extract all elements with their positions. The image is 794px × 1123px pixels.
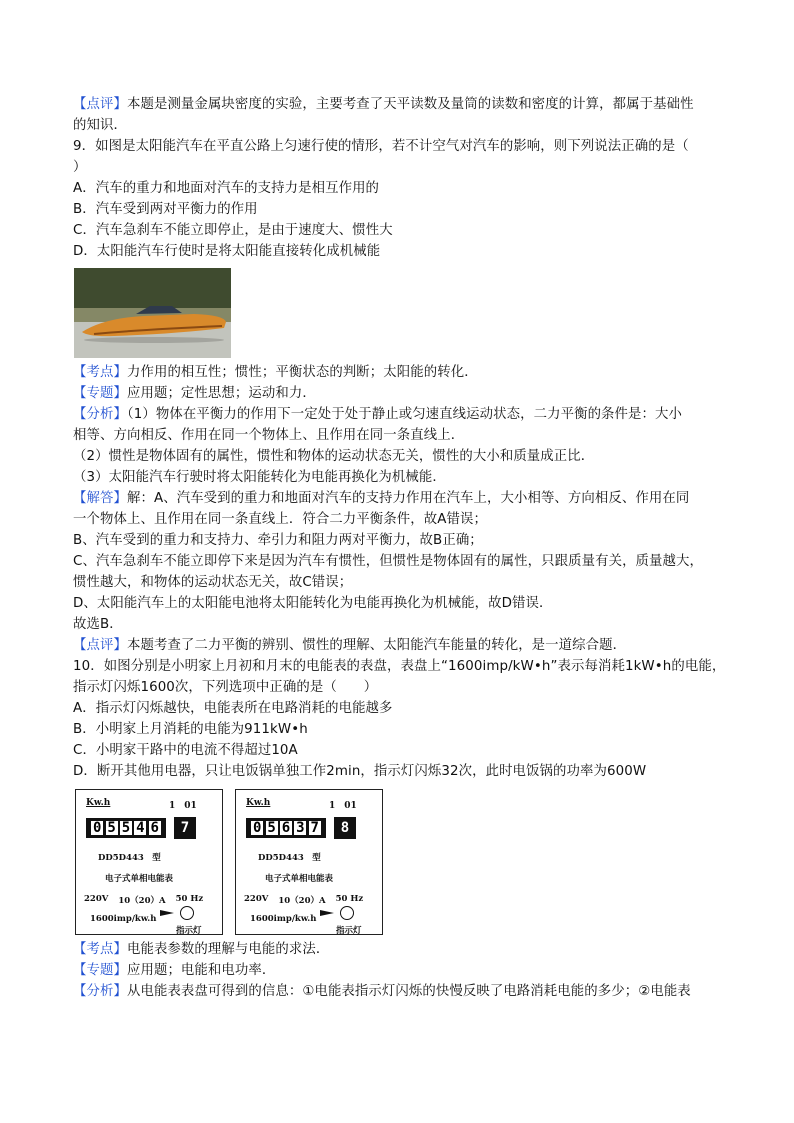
line-text: 应用题；定性思想；运动和力． [126,386,316,401]
text-line [73,635,723,656]
text-line [73,740,723,761]
line-text: D．太阳能汽车行使时是将太阳能直接转化成机械能 [73,244,381,259]
text-line [73,677,723,698]
analysis-10-block [73,939,723,1002]
digit: 3 [296,820,305,836]
text-line [73,94,723,115]
line-text: B、汽车受到的重力和支持力、牵引力和阻力两对平衡力，故B正确； [73,533,483,548]
section-tag: 【点评】 [73,97,127,112]
meter-start-of-month [75,789,223,935]
meter-spec [244,894,363,906]
meter-unit: Kw.h [86,798,111,808]
text-line [73,656,726,677]
text-line [73,939,723,960]
line-text: 电能表参数的理解与电能的求法． [126,942,330,957]
text-line [73,362,723,383]
meter-name: 电子式单相电能表 [265,874,334,884]
section-tag: 【点评】 [73,638,127,653]
section-tag: 【考点】 [73,365,127,380]
line-text: （3）太阳能汽车行驶时将太阳能转化为电能再换化为机械能． [73,470,446,485]
text-line [73,698,723,719]
line-text: 指示灯闪烁1600次，下列选项中正确的是（ ） [73,680,378,695]
section-tag: 【解答】 [73,491,127,506]
digit: 6 [150,820,159,836]
section-tag: 【专题】 [73,963,127,978]
text-line [73,241,723,262]
meter-model: DD5D443 型 [258,853,321,863]
meter-name: 电子式单相电能表 [105,874,174,884]
line-text: C．小明家干路中的电流不得超过10A [73,743,298,758]
text-line [73,509,723,530]
indicator-light-icon [180,906,194,920]
line-text: A．汽车的重力和地面对汽车的支持力是相互作用的 [73,181,380,196]
text-line [73,446,723,467]
line-text: B．小明家上月消耗的电能为911kW•h [73,722,308,737]
text-line [73,488,723,509]
section-tag: 【考点】 [73,942,127,957]
line-text: 本题考查了二力平衡的辨别、惯性的理解、太阳能汽车能量的转化，是一道综合题． [126,638,627,653]
line-text: 一个物体上、且作用在同一条直线上．符合二力平衡条件，故A错误； [73,512,487,527]
text-line [73,467,723,488]
digit: 5 [107,820,116,836]
line-text: A．指示灯闪烁越快，电能表所在电路消耗的电能越多 [73,701,393,716]
digit: 5 [267,820,276,836]
digit: 0 [252,820,262,836]
line-text: 力作用的相互性；惯性；平衡状态的判断；太阳能的转化． [126,365,478,380]
digit: 6 [281,820,291,836]
text-line [73,593,723,614]
text-line [73,157,723,178]
meter-voltage: 220V [244,894,269,904]
meter-impulse-rate: 1600imp/kw.h [90,914,157,924]
line-text: 故选B． [73,617,123,632]
meter-date: 1 01 [169,801,197,811]
meter-unit: Kw.h [246,798,271,808]
line-text: 本题是测量金属块密度的实验，主要考查了天平读数及量筒的读数和密度的计算，都属于基础性 [126,97,694,112]
digit: 0 [92,820,102,836]
text-line [73,719,723,740]
meter-model: DD5D443 型 [98,853,161,863]
text-line [73,530,723,551]
line-text: D、太阳能汽车上的太阳能电池将太阳能转化为电能再换化为机械能，故D错误． [73,596,553,611]
indicator-label: 指示灯 [176,926,202,936]
line-text: 应用题；电能和电功率． [126,963,276,978]
indicator-arrow-icon [160,910,174,916]
text-line [73,614,723,635]
text-line [73,199,723,220]
line-text: 10．如图分别是小明家上月初和月末的电能表的表盘，表盘上“1600imp/kW•h”表示每消耗1kW•h的电能， [73,659,726,674]
line-text: B．汽车受到两对平衡力的作用 [73,202,258,217]
line-text: ） [73,160,87,175]
section-tag: 【分析】 [73,407,127,422]
decimal-digit: 7 [174,817,196,839]
indicator-arrow-icon [320,910,334,916]
meter-voltage: 220V [84,894,109,904]
question-9-block [73,94,723,262]
digit: 4 [136,820,145,836]
text-line [73,383,723,404]
section-tag: 【专题】 [73,386,127,401]
meter-current: 10（20）A [278,896,326,906]
electric-meters [75,789,723,935]
line-text: C．汽车急刹车不能立即停止，是由于速度大、惯性大 [73,223,393,238]
line-text: （2）惯性是物体固有的属性，惯性和物体的运动状态无关，惯性的大小和质量成正比． [73,449,595,464]
line-text: 的知识． [73,118,127,133]
text-line [73,178,723,199]
meter-spec [84,894,203,906]
text-line [73,136,723,157]
text-line [73,551,723,572]
text-line [73,115,723,136]
meter-frequency: 50 Hz [175,894,204,904]
meter-date: 1 01 [329,801,357,811]
meter-frequency: 50 Hz [335,894,364,904]
meter-current: 10（20）A [118,896,166,906]
meter-digits [246,818,356,839]
decimal-digit: 8 [334,817,356,839]
line-text: 9．如图是太阳能汽车在平直公路上匀速行使的情形，若不计空气对汽车的影响，则下列说法正确的是（ [73,139,689,154]
indicator-light-icon [340,906,354,920]
digit: 5 [121,820,131,836]
text-line [73,960,723,981]
solar-car-illustration [74,268,231,358]
line-text: （1）物体在平衡力的作用下一定处于处于静止或匀速直线运动状态，二力平衡的条件是：大小 [126,407,683,422]
meter-digits [86,818,196,839]
text-line [73,220,723,241]
text-line [73,404,723,425]
line-text: 惯性越大，和物体的运动状态无关，故C错误； [73,575,353,590]
line-text: 解：A、汽车受到的重力和地面对汽车的支持力作用在汽车上，大小相等、方向相反、作用在同 [126,491,690,506]
indicator-label: 指示灯 [336,926,362,936]
digit: 7 [310,820,319,836]
line-text: 相等、方向相反、作用在同一个物体上、且作用在同一条直线上． [73,428,465,443]
meter-end-of-month [235,789,383,935]
document-page [73,94,726,1002]
text-line [73,425,723,446]
meter-impulse-rate: 1600imp/kw.h [250,914,317,924]
text-line [73,761,723,782]
line-text: 从电能表表盘可得到的信息：①电能表指示灯闪烁的快慢反映了电路消耗电能的多少；②电能表 [126,984,691,999]
section-tag: 【分析】 [73,984,127,999]
text-line [73,981,723,1002]
analysis-9-block [73,362,726,782]
line-text: C、汽车急刹车不能立即停下来是因为汽车有惯性，但惯性是物体固有的属性，只跟质量有关，质量越大， [73,554,704,569]
solar-car-photo [74,268,231,358]
line-text: D．断开其他用电器，只让电饭锅单独工作2min，指示灯闪烁32次，此时电饭锅的功率为600W [73,764,647,779]
text-line [73,572,723,593]
